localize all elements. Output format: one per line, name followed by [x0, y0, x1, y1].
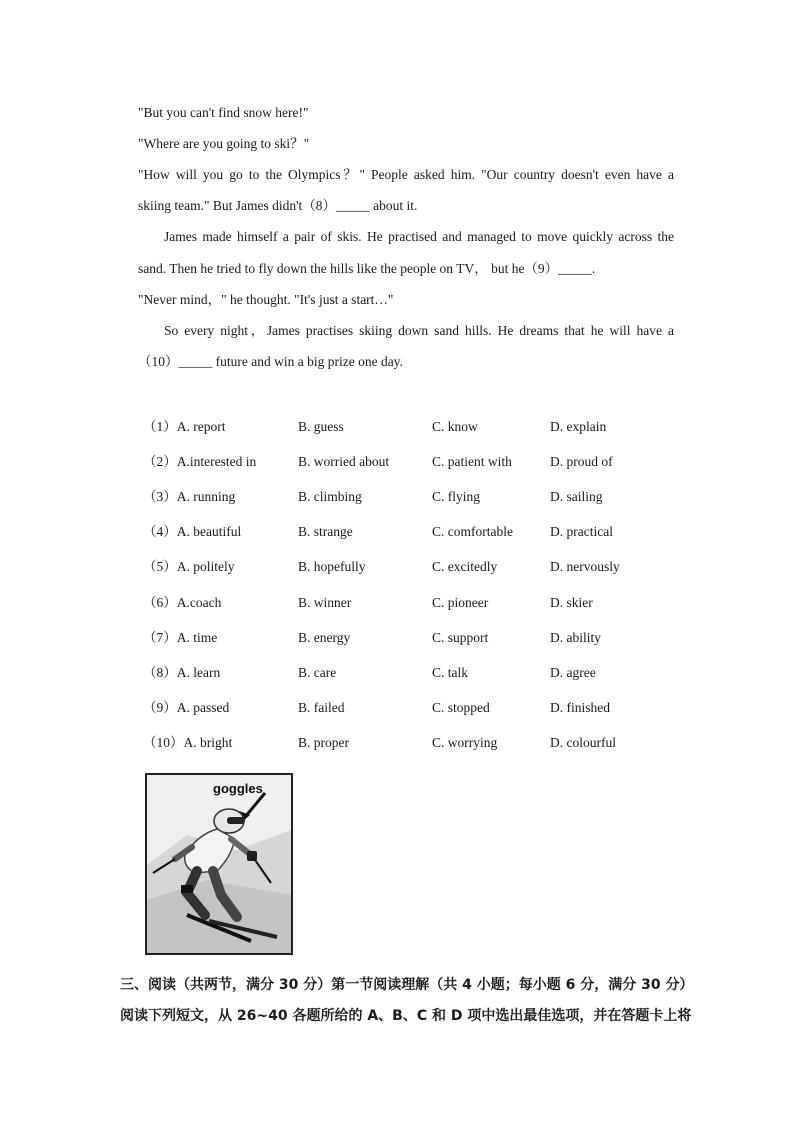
skier-photo: [145, 773, 293, 955]
option-d: D. agree: [550, 665, 596, 680]
option-a: （5）A. politely: [143, 559, 235, 574]
option-c: C. talk: [432, 665, 468, 680]
option-c: C. comfortable: [432, 524, 513, 539]
option-a: （8）A. learn: [143, 665, 221, 680]
option-a: （10）A. bright: [143, 735, 233, 750]
option-b: B. guess: [298, 419, 344, 434]
option-a: （3）A. running: [143, 489, 236, 504]
option-a: （9）A. passed: [143, 700, 230, 715]
option-b: B. proper: [298, 735, 349, 750]
option-d: D. sailing: [550, 489, 603, 504]
option-c: C. excitedly: [432, 559, 498, 574]
passage-line: skiing team." But James didn't（8）_____ about it.: [138, 198, 418, 213]
option-b: B. energy: [298, 630, 351, 645]
option-b: B. climbing: [298, 489, 362, 504]
passage-line: So every night，James practises skiing down sand hills. He dreams that he will have a: [164, 323, 674, 338]
option-c: C. know: [432, 419, 478, 434]
passage-line: "Never mind，" he thought. "It's just a start…": [138, 292, 394, 307]
option-c: C. flying: [432, 489, 481, 504]
option-b: B. hopefully: [298, 559, 366, 574]
passage-line: James made himself a pair of skis. He practised and managed to move quickly across the: [164, 229, 674, 244]
option-b: B. worried about: [298, 454, 390, 469]
option-d: D. proud of: [550, 454, 613, 469]
option-b: B. care: [298, 665, 337, 680]
option-d: D. colourful: [550, 735, 616, 750]
option-d: D. skier: [550, 595, 593, 610]
option-c: C. patient with: [432, 454, 512, 469]
option-a: （2）A.interested in: [143, 454, 257, 469]
option-a: （6）A.coach: [143, 595, 222, 610]
option-c: C. worrying: [432, 735, 498, 750]
option-c: C. pioneer: [432, 595, 489, 610]
option-c: C. support: [432, 630, 489, 645]
option-d: D. finished: [550, 700, 610, 715]
passage-line: "How will you go to the Olympics？" People asked him. "Our country doesn't even have a: [138, 167, 674, 182]
option-b: B. failed: [298, 700, 345, 715]
option-c: C. stopped: [432, 700, 490, 715]
option-b: B. strange: [298, 524, 353, 539]
option-a: （1）A. report: [143, 419, 226, 434]
option-d: D. nervously: [550, 559, 620, 574]
option-b: B. winner: [298, 595, 352, 610]
passage-line: "But you can't find snow here!": [138, 105, 309, 120]
option-d: D. explain: [550, 419, 607, 434]
passage-line: sand. Then he tried to fly down the hills like the people on TV， but he（9）_____.: [138, 261, 596, 276]
section-instruction: 阅读下列短文，从 26~40 各题所给的 A、B、C 和 D 项中选出最佳选项，并在答题卡上将: [120, 1008, 692, 1024]
goggles-label: goggles: [213, 781, 263, 796]
option-a: （4）A. beautiful: [143, 524, 242, 539]
option-a: （7）A. time: [143, 630, 218, 645]
passage-line: "Where are you going to ski？": [138, 136, 310, 151]
passage-line: （10）_____ future and win a big prize one day.: [138, 354, 403, 369]
option-d: D. practical: [550, 524, 613, 539]
skier-illustration: [147, 775, 291, 953]
section-title: 三、阅读（共两节，满分 30 分）第一节阅读理解（共 4 小题；每小题 6 分，满分 30 分）: [120, 977, 694, 993]
option-d: D. ability: [550, 630, 601, 645]
